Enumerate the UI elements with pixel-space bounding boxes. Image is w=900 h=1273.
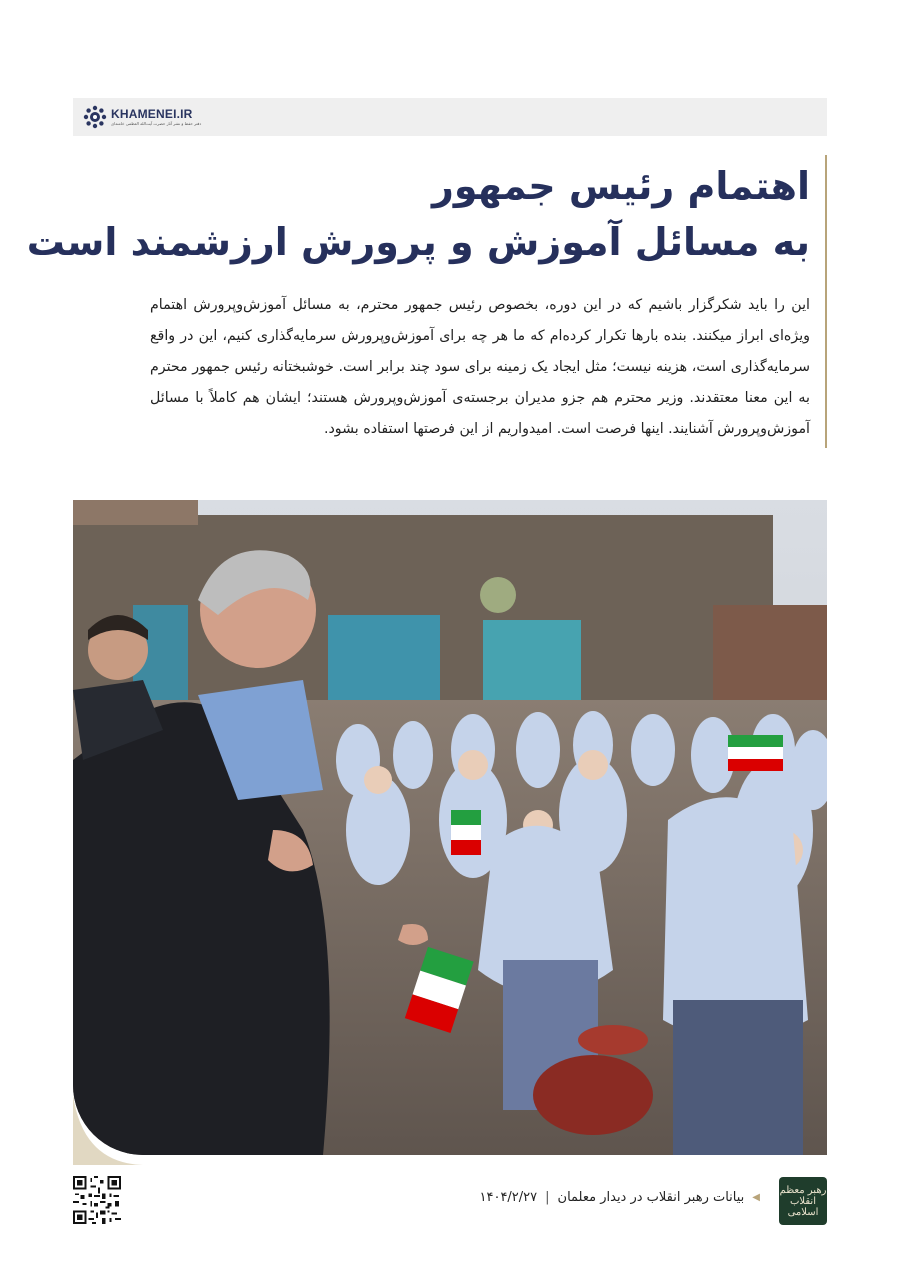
site-logo[interactable] [83,104,201,130]
seal-text: رهبر معظم انقلاب اسلامی [779,1184,827,1218]
footer-caption [480,1190,761,1205]
logo-emblem-icon [83,105,107,129]
accent-line [825,155,827,448]
leader-seal-logo [779,1177,827,1225]
qr-code-icon[interactable] [73,1176,121,1224]
logo-subtitle: دفتر حفظ و نشر آثار حضرت آیت‌الله العظمی خامنه‌ای [111,121,202,126]
corner-accent [73,1095,143,1165]
title-line-1: اهتمام رئیس جمهور [432,164,810,208]
footer-separator: | [545,1190,550,1205]
logo-name: KHAMENEI.IR [111,107,193,121]
footer-source: بیانات رهبر انقلاب در دیدار معلمان [557,1190,745,1205]
title-line-2: به مسائل آموزش و پرورش ارزشمند است [26,220,810,264]
header-bar [73,98,827,136]
footer-date: ۱۴۰۴/۲/۲۷ [479,1190,538,1205]
article-body: این را باید شکرگزار باشیم که در این دوره، بخصوص رئیس جمهور محترم، به مسائل آموزش‌وپرورش اهتمام ویژه‌ای ابراز میکنند. بنده بارها تکرار کرده‌ام که ما هر چه برای آموزش‌وپرورش سرمایه‌گذاری کنیم، این در واقع سرمایه‌گذاری است، هزینه نیست؛ مثل ایجاد یک زمینه برای سود چند برابر است. خوشبختانه رئیس جمهور محترم به این معنا معتقدند. وزیر محترم هم جزو مدیران برجسته‌ی آموزش‌وپرورش هستند؛ ایشان هم کاملاً با مسائل آموزش‌وپرورش آشنایند. اینها فرصت است. امیدواریم از این فرصتها استفاده بشود. [150,297,810,437]
event-photo [73,500,827,1155]
play-arrow-icon: ◀ [752,1192,760,1203]
article-title [26,158,810,270]
